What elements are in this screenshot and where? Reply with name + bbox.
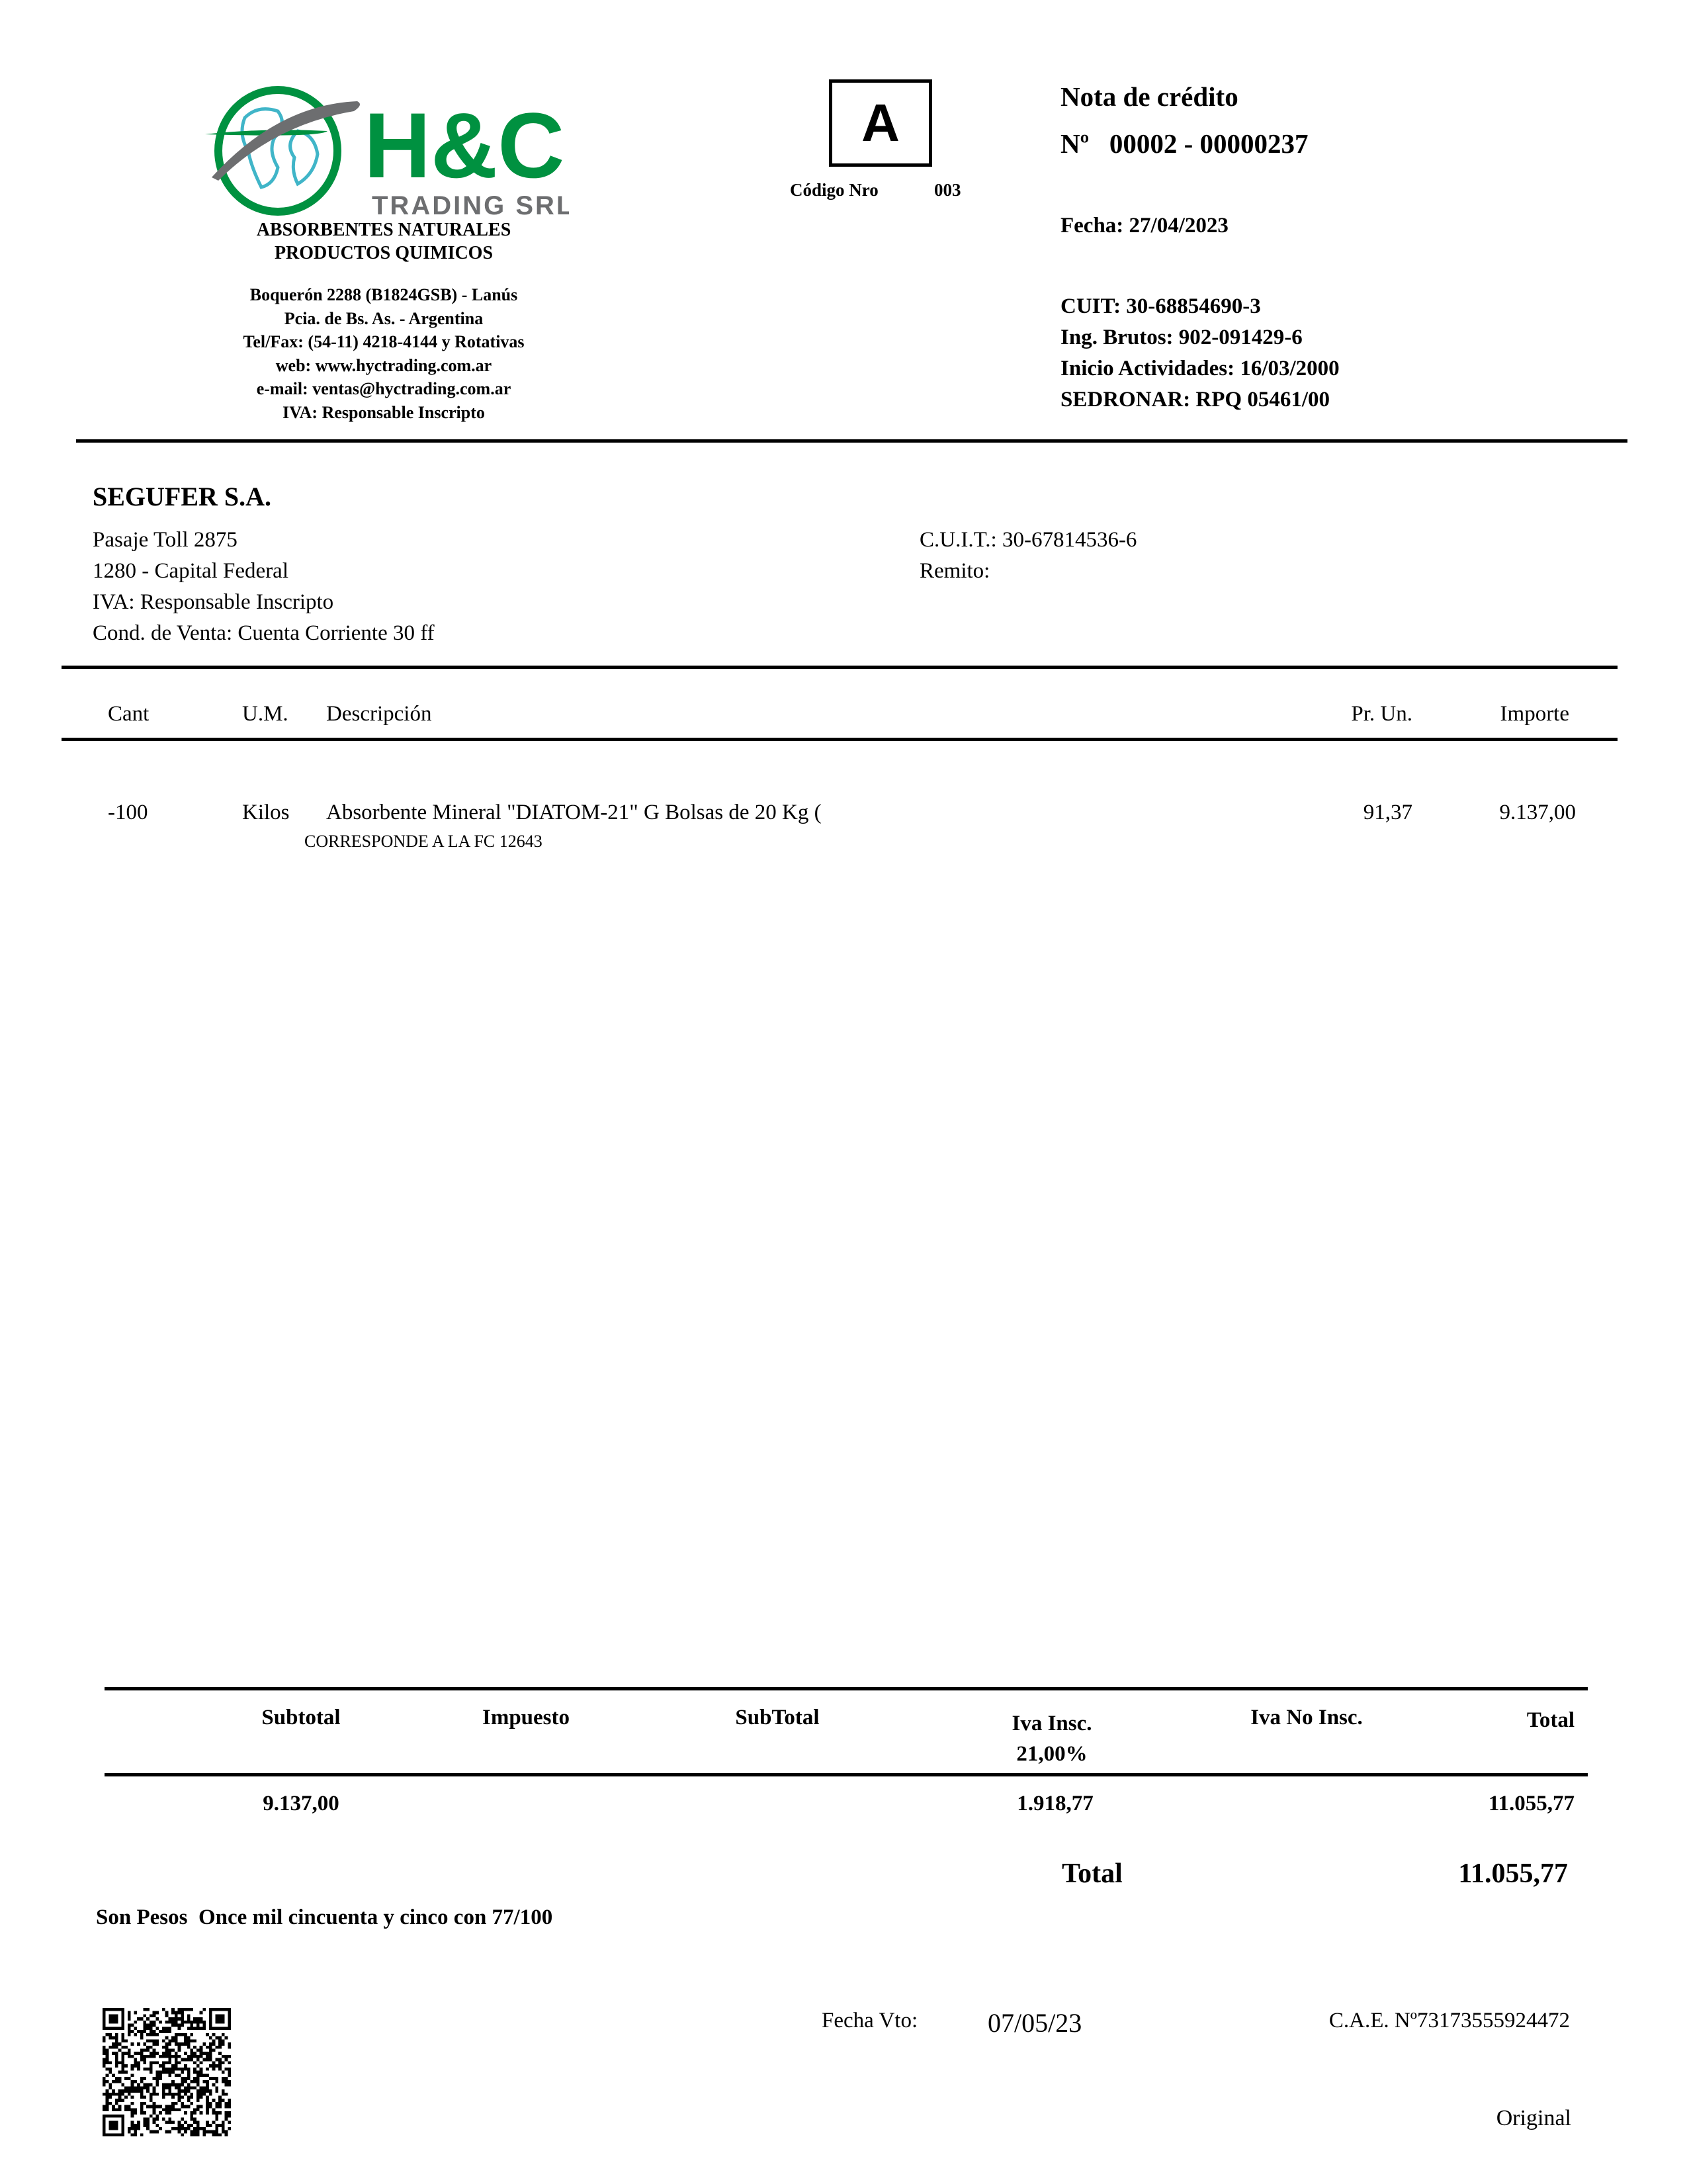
customer-city: 1280 - Capital Federal bbox=[93, 559, 289, 583]
totals-header-iva-no-insc: Iva No Insc. bbox=[1250, 1706, 1363, 1729]
phone-line: Tel/Fax: (54-11) 4218-4144 y Rotativas bbox=[243, 332, 525, 351]
iva-line: IVA: Responsable Inscripto bbox=[282, 402, 485, 422]
qr-code-icon bbox=[103, 2008, 231, 2136]
table-header-divider bbox=[62, 738, 1618, 741]
customer-iva: IVA: Responsable Inscripto bbox=[93, 590, 334, 614]
copy-label: Original bbox=[1496, 2106, 1571, 2130]
document-date: Fecha: 27/04/2023 bbox=[1060, 214, 1229, 238]
totals-subtotal-value: 9.137,00 bbox=[263, 1792, 339, 1815]
column-header-importe: Importe bbox=[1500, 702, 1569, 726]
item-descripcion: Absorbente Mineral "DIATOM-21" G Bolsas de 20 Kg ( bbox=[326, 801, 822, 824]
address-line: Pcia. de Bs. As. - Argentina bbox=[284, 308, 484, 328]
grand-total-label: Total bbox=[1062, 1858, 1123, 1889]
number-value: 00002 - 00000237 bbox=[1109, 128, 1309, 159]
column-header-precio: Pr. Un. bbox=[1351, 702, 1412, 726]
totals-header-total: Total bbox=[1526, 1708, 1575, 1732]
fecha-vto-label: Fecha Vto: bbox=[822, 2009, 918, 2032]
invoice-letter-box bbox=[829, 79, 932, 167]
tagline-line: PRODUCTOS QUIMICOS bbox=[274, 243, 494, 263]
item-importe: 9.137,00 bbox=[1499, 801, 1576, 824]
iva-insc-rate: 21,00% bbox=[1016, 1742, 1088, 1766]
column-header-descripcion: Descripción bbox=[326, 702, 432, 726]
header-divider bbox=[76, 439, 1627, 443]
document-type: Nota de crédito bbox=[1060, 81, 1238, 112]
totals-header-divider bbox=[105, 1773, 1588, 1776]
item-cant: -100 bbox=[108, 801, 148, 824]
totals-header-iva-insc bbox=[973, 1708, 1131, 1769]
qr-modules bbox=[103, 2008, 231, 2136]
item-note: CORRESPONDE A LA FC 12643 bbox=[304, 832, 542, 851]
totals-header-subtotal: Subtotal bbox=[261, 1706, 341, 1729]
totals-top-divider bbox=[105, 1687, 1588, 1690]
customer-address: Pasaje Toll 2875 bbox=[93, 528, 238, 552]
invoice-letter: A bbox=[861, 93, 900, 152]
item-um: Kilos bbox=[242, 801, 290, 824]
customer-details bbox=[93, 525, 435, 649]
web-line: web: www.hyctrading.com.ar bbox=[275, 355, 492, 375]
email-line: e-mail: ventas@hyctrading.com.ar bbox=[256, 379, 511, 398]
totals-header-impuesto: Impuesto bbox=[482, 1706, 570, 1729]
sender-tagline bbox=[198, 218, 569, 265]
column-header-cant: Cant bbox=[108, 702, 150, 726]
item-precio: 91,37 bbox=[1363, 801, 1412, 824]
customer-payment-terms: Cond. de Venta: Cuenta Corriente 30 ff bbox=[93, 621, 435, 645]
iva-insc-label: Iva Insc. bbox=[1012, 1712, 1092, 1735]
tax-info bbox=[1060, 291, 1340, 415]
tagline-line: ABSORBENTES NATURALES bbox=[256, 220, 511, 240]
customer-divider bbox=[62, 666, 1618, 669]
sedronar: SEDRONAR: RPQ 05461/00 bbox=[1060, 388, 1330, 412]
inicio-actividades: Inicio Actividades: 16/03/2000 bbox=[1060, 357, 1340, 380]
logo-text: H&C bbox=[364, 93, 565, 197]
logo-subtext: TRADING SRL bbox=[372, 191, 569, 220]
cae-number: C.A.E. Nº73173555924472 bbox=[1328, 2009, 1570, 2032]
totals-iva-value: 1.918,77 bbox=[1017, 1792, 1094, 1815]
qr-code-graphic bbox=[103, 2008, 231, 2136]
amount-in-words: Son Pesos Once mil cincuenta y cinco con 77/100 bbox=[96, 1905, 553, 1929]
codigo-label: Código Nro bbox=[790, 180, 879, 200]
codigo-value: 003 bbox=[934, 180, 961, 200]
document-number bbox=[1060, 128, 1309, 159]
grand-total-value: 11.055,77 bbox=[1458, 1858, 1568, 1889]
fecha-vto-value: 07/05/23 bbox=[988, 2008, 1082, 2038]
sender-address bbox=[198, 283, 569, 424]
company-logo bbox=[198, 78, 569, 224]
totals-header-subtotal2: SubTotal bbox=[735, 1706, 820, 1729]
customer-remito: Remito: bbox=[920, 559, 990, 583]
number-label: Nº bbox=[1060, 128, 1090, 159]
column-header-um: U.M. bbox=[242, 702, 288, 726]
cuit: CUIT: 30-68854690-3 bbox=[1060, 294, 1261, 318]
totals-total-value: 11.055,77 bbox=[1488, 1792, 1575, 1815]
ingresos-brutos: Ing. Brutos: 902-091429-6 bbox=[1060, 326, 1303, 349]
customer-cuit: C.U.I.T.: 30-67814536-6 bbox=[920, 528, 1137, 552]
globe-logo-icon bbox=[198, 78, 569, 224]
customer-tax bbox=[920, 525, 1137, 587]
address-line: Boquerón 2288 (B1824GSB) - Lanús bbox=[249, 285, 518, 304]
customer-name: SEGUFER S.A. bbox=[93, 482, 272, 511]
